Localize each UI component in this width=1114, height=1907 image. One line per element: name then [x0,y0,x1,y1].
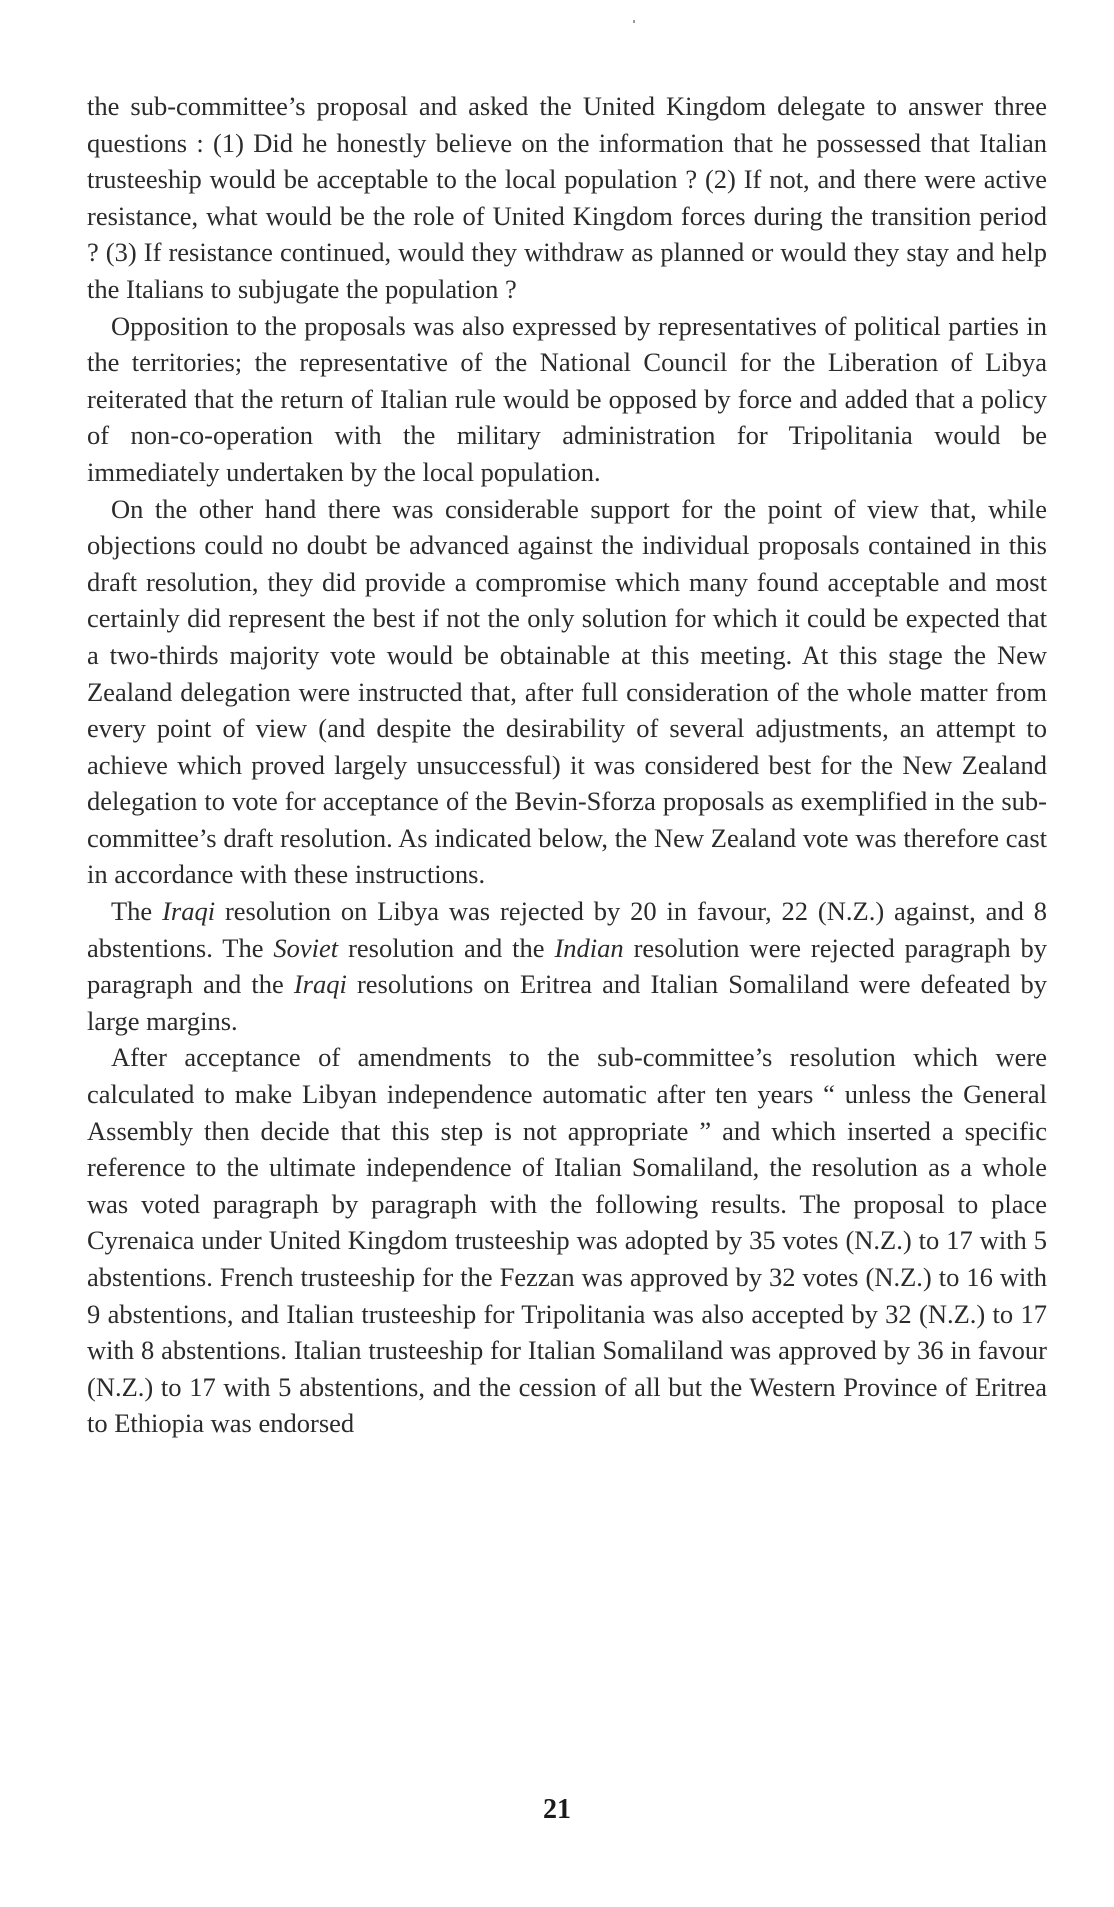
paragraph-text: the sub-committee’s proposal and asked the United Kingdom delegate to answer three questions : (1) Did he honestly believe on the information that he possessed that Italian trusteeship would be acceptable to the local population ? (2) If not, and there were active resistance, what would be the role of United Kingdom forces during the transition period ? (3) If resistance continued, would they withdraw as planned or would they stay and help the Italians to subjugate the population ? [87,91,1047,304]
paragraph-text: resolution on Libya was rejected by 20 in favour, 22 (N.Z.) against, and 8 abstentions. The [87,896,1047,963]
page-speck [633,20,635,23]
italic-term-soviet: Soviet [273,932,339,963]
italic-term-iraqi: Iraqi [293,969,347,1000]
paragraph-text: After acceptance of amendments to the sub-committee’s resolution which were calculated to make Libyan independence automatic after ten years “ unless the General Assembly then decide that this step is not appropriate ” and which inserted a specific reference to the ultimate independence of Italian Somaliland, the resolution as a whole was voted paragraph by paragraph with the following results. The proposal to place Cyrenaica under United Kingdom trusteeship was adopted by 35 votes (N.Z.) to 17 with 5 abstentions. French trusteeship for the Fezzan was approved by 32 votes (N.Z.) to 16 with 9 abstentions, and Italian trusteeship for Tripolitania was also accepted by 32 (N.Z.) to 17 with 8 abstentions. Italian trusteeship for Italian Somaliland was approved by 36 in favour (N.Z.) to 17 with 5 abstentions, and the cession of all but the Western Province of Eritrea to Ethiopia was endorsed [87,1042,1047,1439]
paragraph-text: resolutions on Eritrea and Italian Somaliland were defeated by large margins. [87,969,1047,1036]
italic-term-indian: Indian [554,932,624,963]
paragraph-text: resolution and the [338,932,555,963]
paragraph-support [87,491,1047,894]
paragraph-text: The [111,896,163,927]
paragraph-voting-results [87,1039,1047,1442]
paragraph-text: Opposition to the proposals was also expressed by representatives of political parties in the territories; the representative of the National Council for the Liberation of Libya reiterated that the return of Italian rule would be opposed by force and added that a policy of non-co-operation with the military administration for Tripolitania would be immediately undertaken by the local population. [87,310,1047,487]
page-number: 21 [543,1794,571,1825]
italic-term-iraqi: Iraqi [162,896,216,927]
paragraph-opposition [87,308,1047,491]
paragraph-text: On the other hand there was considerable support for the point of view that, while objections could no doubt be advanced against the individual proposals contained in this draft resolution, they did provide a compromise which many found acceptable and most certainly did represent the best if not the only solution for which it could be expected that a two-thirds majority vote would be obtainable at this meeting. At this stage the New Zealand delegation were instructed that, after full consideration of the whole matter from every point of view (and despite the desirability of several adjustments, an attempt to achieve which proved largely unsuccessful) it was considered best for the New Zealand delegation to vote for acceptance of the Bevin-Sforza proposals as exemplified in the sub-committee’s draft resolution. As indicated below, the New Zealand vote was therefore cast in accordance with these instructions. [87,493,1047,890]
paragraph-text: resolution were rejected paragraph by paragraph and the [87,932,1047,1000]
body-text [87,88,1047,1442]
paragraph-resolutions-rejected [87,893,1047,1039]
paragraph-continuation [87,88,1047,308]
